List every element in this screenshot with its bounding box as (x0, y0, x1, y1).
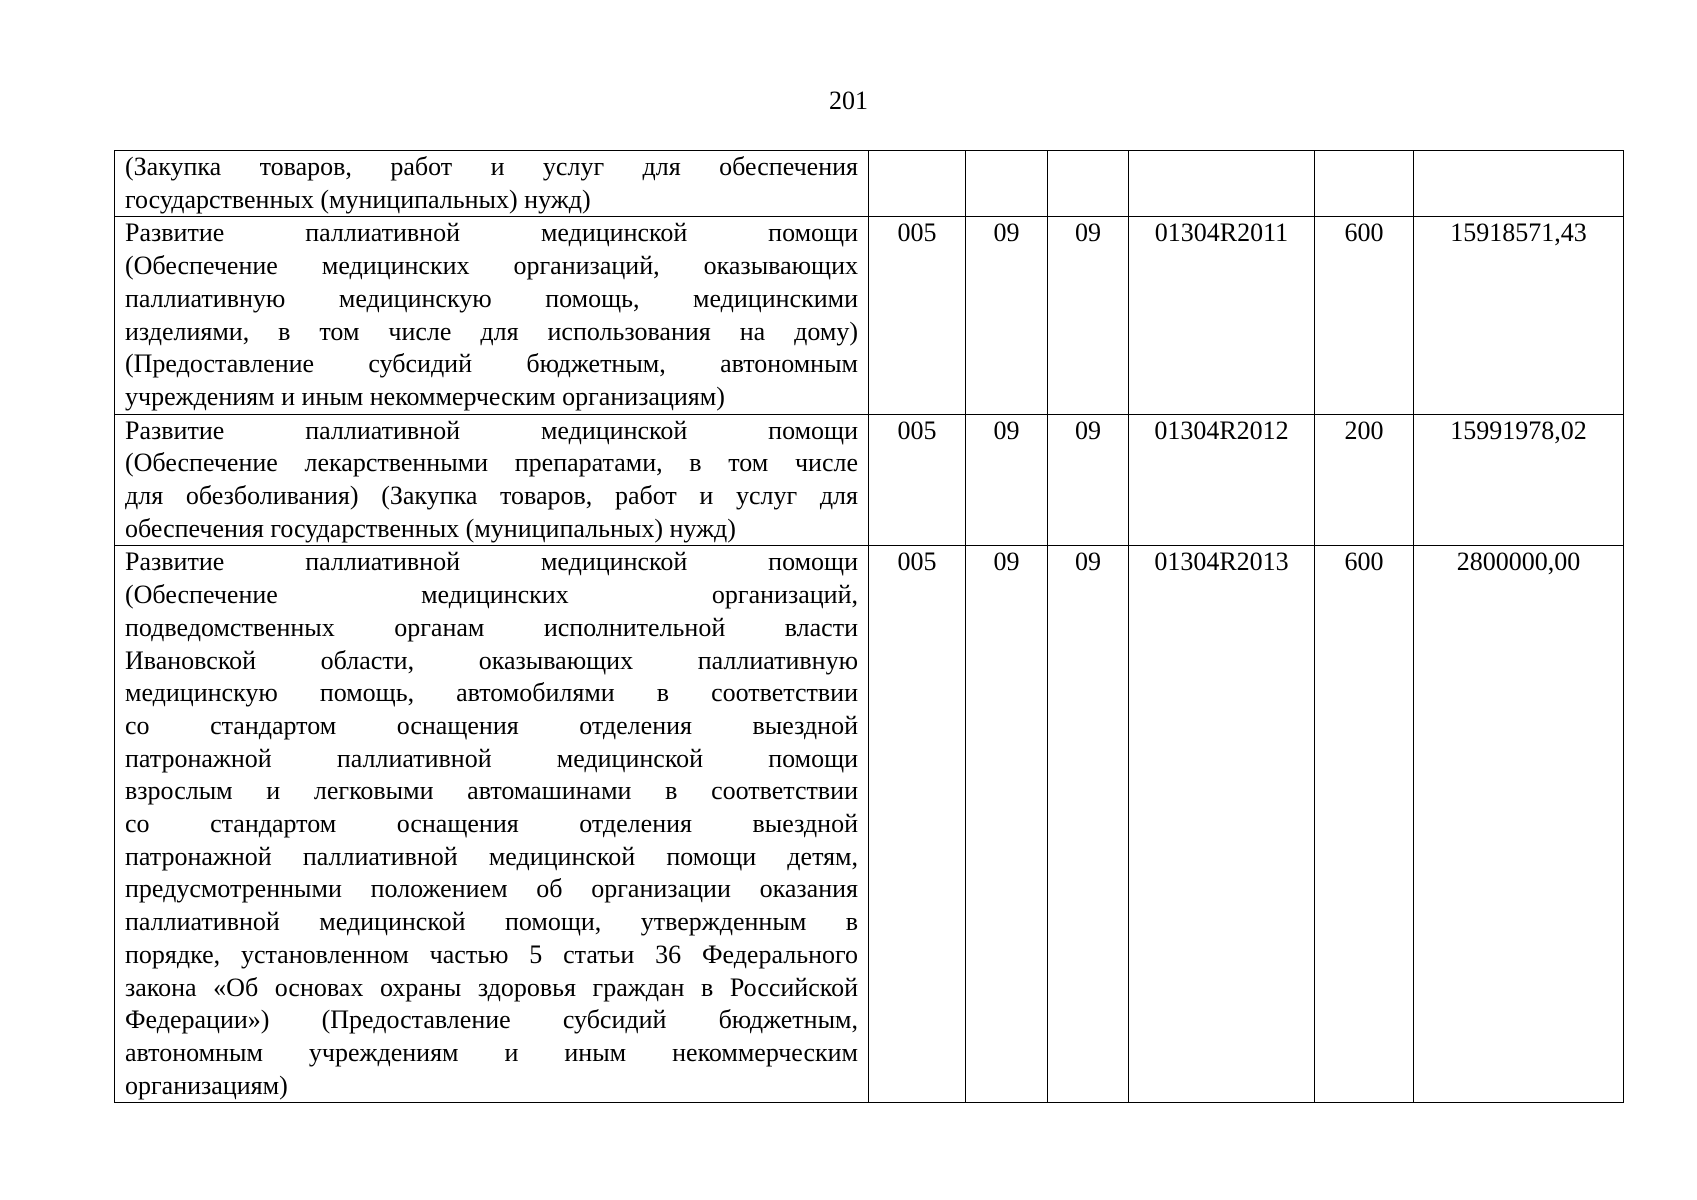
row-description (115, 414, 869, 546)
description-line: обеспечения государственных (муниципальных) нужд) (125, 513, 736, 543)
target-article-cell: 01304R2012 (1129, 414, 1315, 546)
subsection-code-cell: 09 (1048, 217, 1129, 414)
description-line: подведомственных органам исполнительной власти (125, 612, 858, 642)
description-line: Развитие паллиативной медицинской помощи (125, 547, 858, 577)
target-article-cell: 01304R2011 (1129, 217, 1315, 414)
description-line: паллиативной медицинской помощи, утвержденным в (125, 907, 858, 937)
section-code-cell: 09 (966, 414, 1048, 546)
table-row (115, 546, 1624, 1103)
description-line: паллиативную медицинскую помощь, медицинскими (125, 283, 858, 313)
row-description (115, 546, 869, 1103)
table-row (115, 414, 1624, 546)
ministry-code-cell: 005 (869, 414, 966, 546)
description-line: Развитие паллиативной медицинской помощи (125, 218, 858, 248)
description-line: учреждениям и иным некоммерческим организациям) (125, 381, 725, 411)
description-line: взрослым и легковыми автомашинами в соответствии (125, 776, 858, 806)
description-line: изделиями, в том числе для использования на дому) (125, 316, 858, 346)
ministry-code-cell (869, 151, 966, 217)
target-article-cell: 01304R2013 (1129, 546, 1315, 1103)
description-line: (Обеспечение медицинских организаций, (125, 580, 858, 610)
amount-cell: 2800000,00 (1414, 546, 1624, 1103)
description-line: государственных (муниципальных) нужд) (125, 184, 591, 214)
description-line: автономным учреждениям и иным некоммерческим (125, 1037, 858, 1067)
subsection-code-cell (1048, 151, 1129, 217)
description-line: патронажной паллиативной медицинской помощи детям, (125, 841, 858, 871)
section-code-cell: 09 (966, 546, 1048, 1103)
row-description (115, 151, 869, 217)
expense-type-cell: 600 (1315, 217, 1414, 414)
description-line: (Обеспечение лекарственными препаратами, в том числе (125, 448, 858, 478)
row-description (115, 217, 869, 414)
description-line: медицинскую помощь, автомобилями в соответствии (125, 678, 858, 708)
description-line: организациям) (125, 1070, 288, 1100)
expense-type-cell: 200 (1315, 414, 1414, 546)
budget-table (114, 150, 1624, 1103)
description-line: (Предоставление субсидий бюджетным, автономным (125, 349, 858, 379)
ministry-code-cell: 005 (869, 217, 966, 414)
expense-type-cell: 600 (1315, 546, 1414, 1103)
section-code-cell (966, 151, 1048, 217)
description-line: со стандартом оснащения отделения выездной (125, 710, 858, 740)
description-line: закона «Об основах охраны здоровья граждан в Российской (125, 972, 858, 1002)
ministry-code-cell: 005 (869, 546, 966, 1103)
expense-type-cell (1315, 151, 1414, 217)
target-article-cell (1129, 151, 1315, 217)
subsection-code-cell: 09 (1048, 546, 1129, 1103)
description-line: Развитие паллиативной медицинской помощи (125, 415, 858, 445)
subsection-code-cell: 09 (1048, 414, 1129, 546)
description-line: со стандартом оснащения отделения выездной (125, 809, 858, 839)
description-line: (Закупка товаров, работ и услуг для обеспечения (125, 152, 858, 181)
page-number: 201 (829, 86, 868, 115)
description-line: патронажной паллиативной медицинской помощи (125, 743, 858, 773)
description-line: Федерации») (Предоставление субсидий бюджетным, (125, 1005, 858, 1035)
description-line: предусмотренными положением об организации оказания (125, 874, 858, 904)
amount-cell: 15991978,02 (1414, 414, 1624, 546)
section-code-cell: 09 (966, 217, 1048, 414)
description-line: Ивановской области, оказывающих паллиативную (125, 645, 858, 675)
description-line: (Обеспечение медицинских организаций, оказывающих (125, 251, 858, 281)
amount-cell (1414, 151, 1624, 217)
description-line: для обезболивания) (Закупка товаров, работ и услуг для (125, 481, 858, 511)
table-row (115, 151, 1624, 217)
description-line: порядке, установленном частью 5 статьи 36 Федерального (125, 939, 858, 969)
table-row (115, 217, 1624, 414)
amount-cell: 15918571,43 (1414, 217, 1624, 414)
